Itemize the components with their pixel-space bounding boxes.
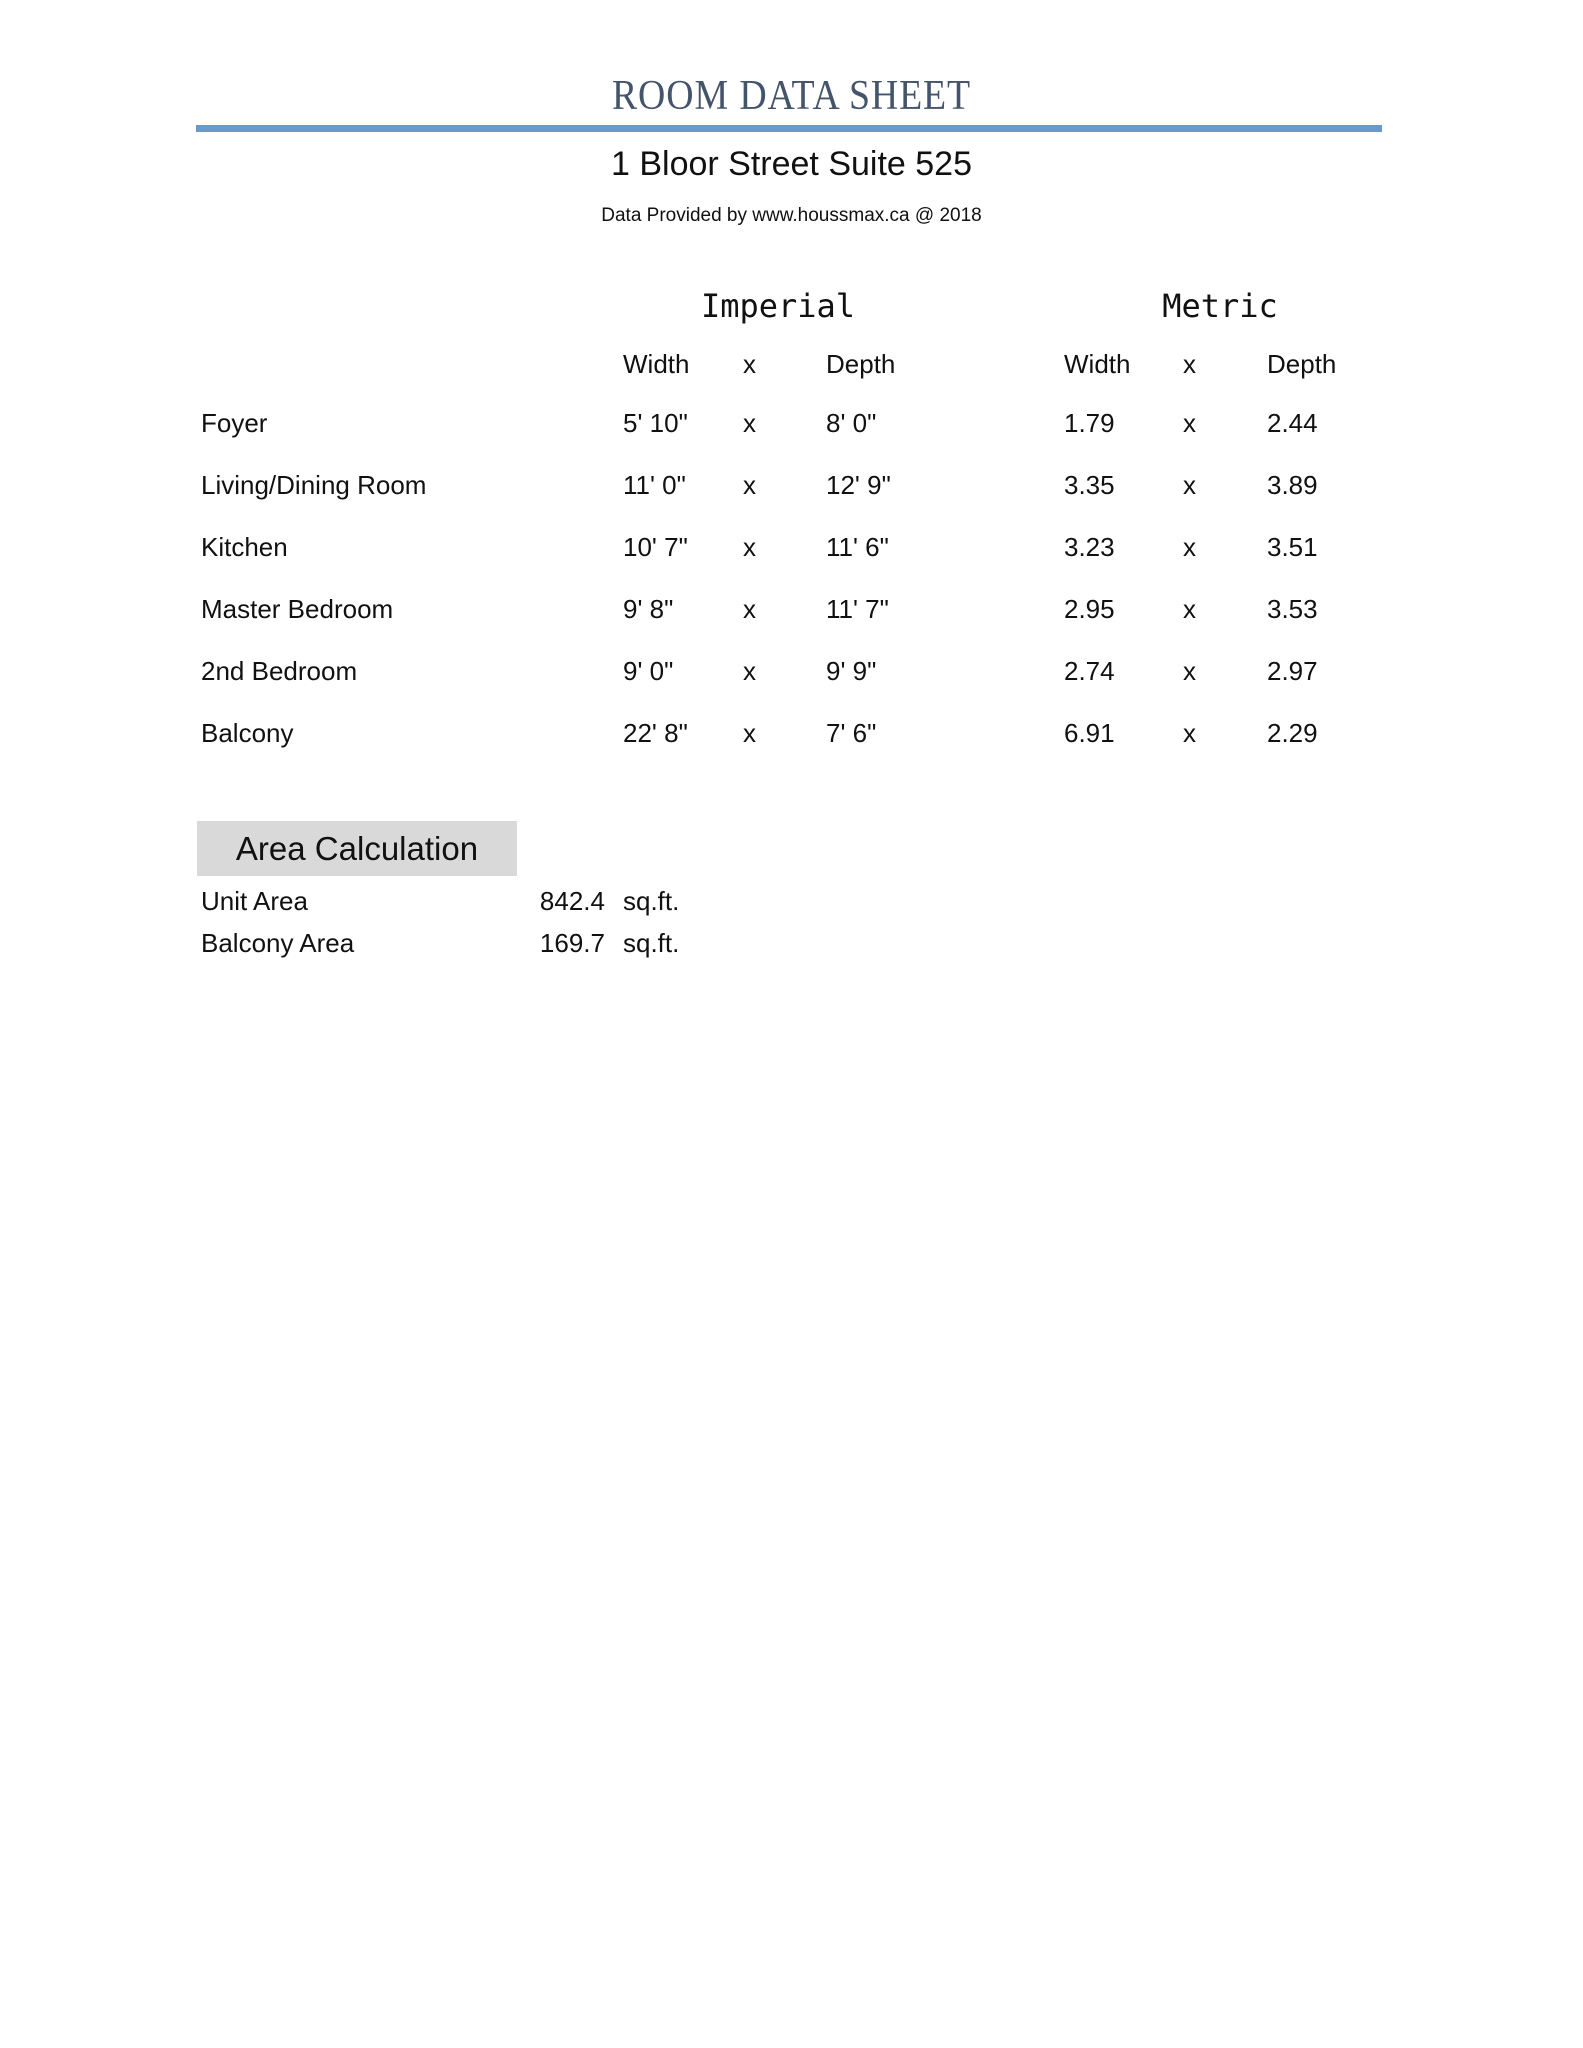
area-unit: sq.ft. [623,928,680,958]
imperial-separator: x [743,594,756,624]
metric-separator: x [1183,408,1196,438]
metric-depth: 3.51 [1267,532,1318,562]
area-value: 169.7 [539,928,605,958]
column-header-metric-width: Width [1064,349,1131,379]
imperial-width: 9' 8" [623,594,674,624]
metric-depth: 2.29 [1267,718,1318,748]
area-label: Balcony Area [201,928,355,958]
imperial-width: 10' 7" [623,532,688,562]
metric-width: 1.79 [1064,408,1115,438]
property-address: 1 Bloor Street Suite 525 [610,145,972,183]
imperial-depth: 9' 9" [826,656,877,686]
column-header-metric-x: x [1183,349,1196,379]
metric-depth: 2.97 [1267,656,1318,686]
imperial-depth: 8' 0" [826,408,877,438]
metric-depth: 3.53 [1267,594,1318,624]
column-header-imperial-width: Width [623,349,690,379]
room-name: Foyer [201,408,268,438]
metric-separator: x [1183,594,1196,624]
metric-separator: x [1183,656,1196,686]
imperial-width: 9' 0" [623,656,674,686]
area-unit: sq.ft. [623,886,680,916]
imperial-separator: x [743,718,756,748]
imperial-group-heading: Imperial [700,287,856,325]
data-provider-note: Data Provided by www.houssmax.ca @ 2018 [601,205,982,226]
imperial-separator: x [743,656,756,686]
imperial-width: 22' 8" [623,718,688,748]
column-header-metric-depth: Depth [1267,349,1337,379]
area-calculation-heading [197,821,517,876]
column-header-imperial-x: x [743,349,756,379]
imperial-separator: x [743,532,756,562]
imperial-depth: 12' 9" [826,470,891,500]
metric-depth: 3.89 [1267,470,1318,500]
room-name: Kitchen [201,532,288,562]
area-calculation-title: Area Calculation [235,830,479,867]
metric-separator: x [1183,718,1196,748]
metric-width: 2.74 [1064,656,1115,686]
imperial-depth: 11' 6" [826,532,889,562]
metric-width: 3.35 [1064,470,1115,500]
room-name: Balcony [201,718,294,748]
imperial-width: 5' 10" [623,408,688,438]
metric-width: 6.91 [1064,718,1115,748]
area-value: 842.4 [539,886,605,916]
metric-width: 3.23 [1064,532,1115,562]
metric-separator: x [1183,470,1196,500]
room-name: Master Bedroom [201,594,394,624]
metric-group-heading: Metric [1162,287,1278,325]
area-label: Unit Area [201,886,308,916]
page-title: ROOM DATA SHEET [611,73,972,119]
imperial-depth: 7' 6" [826,718,877,748]
title-divider [196,125,1382,132]
imperial-depth: 11' 7" [826,594,889,624]
metric-separator: x [1183,532,1196,562]
imperial-separator: x [743,470,756,500]
column-header-imperial-depth: Depth [826,349,896,379]
metric-width: 2.95 [1064,594,1115,624]
metric-depth: 2.44 [1267,408,1318,438]
room-name: 2nd Bedroom [201,656,358,686]
imperial-width: 11' 0" [623,470,686,500]
room-name: Living/Dining Room [201,470,427,500]
imperial-separator: x [743,408,756,438]
